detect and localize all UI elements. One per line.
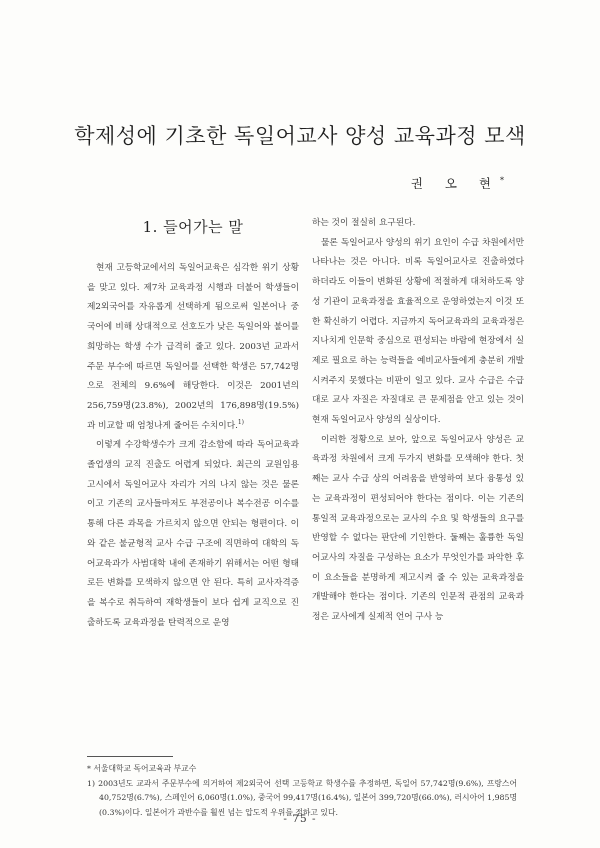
author-line [411,174,504,192]
footnote-1: 1) 2003년도 교과서 주문부수에 의거하여 제2외국어 선택 고등학교 학생수를 추정하면, 독일어 57,742명(9.6%), 프랑스어 40,752명(6.7%), 스페인어 6,060명(1.0%), 중국어 99,417명(16.4%), 일본어 399,720명(66.0%), 러시아어 1,985명(0.3%)이다. 일본어가 과반수를 훨씬 넘는 압도적 우위를 점하고 있다. [87,778,517,817]
body-paragraph-1 [87,259,299,436]
author-name: 권 오 현 [410,176,500,191]
body-paragraph-2: 이렇게 수강학생수가 크게 감소함에 따라 독어교육과 졸업생의 교직 진출도 어렵게 되었다. 최근의 교원임용고시에서 독일어교사 자리가 거의 나지 않는 것은 물론이고 기존의 교사들마저도 부전공이나 복수전공 이수를 통해 다른 과목을 가르치지 않으면 안되는 형편이다. 이와 같은 불균형적 교사 수급 구조에 직면하여 대학의 독어교육과가 사범대학 내에 존재하기 위해서는 어떤 형태로든 변화를 모색하지 않으면 안 된다. 특히 교사자격증을 복수로 취득하여 재학생들이 보다 쉽게 교직으로 진출하도록 교육과정을 탄력적으로 운영 [87,440,299,628]
footnote-affiliation: * 서울대학교 독어교육과 부교수 [87,764,197,773]
footnote-ref-1: 1) [237,418,245,426]
section-heading: 1. 들어가는 말 [142,218,244,236]
page-number: - 75 - [283,813,317,825]
author-footnote-mark: * [500,175,504,185]
body-paragraph-3: 하는 것이 절실히 요구된다. [312,218,416,228]
body-paragraph-4: 물론 독일어교사 양성의 위기 요인이 수급 차원에서만 나타나는 것은 아니다. 비록 독일어교사로 진출하였다 하더라도 이들이 변화된 상황에 적절하게 대처하도록 양성 기관이 교육과정을 효율적으로 운영하였는지 이것 또한 확신하기 어렵다. 지금까지 독어교육과의 교육과정은 지나치게 인문학 중심으로 편성되는 바람에 현장에서 실제로 필요로 하는 능력들을 예비교사들에게 충분히 개발시켜주지 못했다는 비판이 일고 있다. 교사 수급은 수급대로 교사 자질은 자질대로 큰 문제점을 안고 있는 것이 현재 독일어교사 양성의 실상이다. [312,237,524,426]
paper-title: 학제성에 기초한 독일어교사 양성 교육과정 모색 [74,124,526,148]
left-column [87,212,299,633]
footnotes [87,762,517,820]
body-paragraph-5: 이러한 정황으로 보아, 앞으로 독일어교사 양성은 교육과정 차원에서 크게 두가지 변화를 모색해야 한다. 첫째는 교사 수급 상의 어려움을 반영하여 보다 융통성 있는 교육과정이 편성되어야 한다는 점이다. 이는 기존의 통일적 교육과정으로는 교사의 수요 및 학생들의 요구를 반영할 수 없다는 판단에 기인한다. 둘째는 훌륭한 독일어교사의 자질을 구성하는 요소가 무엇인가를 파악한 후 이 요소들을 분명하게 제고시켜 줄 수 있는 교육과정을 개발해야 한다는 점이다. 기존의 인문적 관점의 교육과정은 교사에게 실제적 언어 구사 능 [312,434,524,623]
footnote-divider [87,756,173,757]
body-paragraph-1-text: 현재 고등학교에서의 독일어교육은 심각한 위기 상황을 맞고 있다. 제7차 교육과정 시행과 더불어 학생들이 제2외국어를 자유롭게 선택하게 됨으로써 일본어나 중국어에 비해 상대적으로 선호도가 낮은 독일어와 불어를 희망하는 학생 수가 급격히 줄고 있다. 2003년 교과서 주문 부수에 따르면 독일어를 선택한 학생은 57,742명으로 전체의 9.6%에 해당한다. 이것은 2001년의 256,759명(23.8%), 2002년의 176,898명(19.5%)과 비교할 때 엄청나게 줄어든 수치이다. [87,263,299,431]
right-column [312,214,524,628]
